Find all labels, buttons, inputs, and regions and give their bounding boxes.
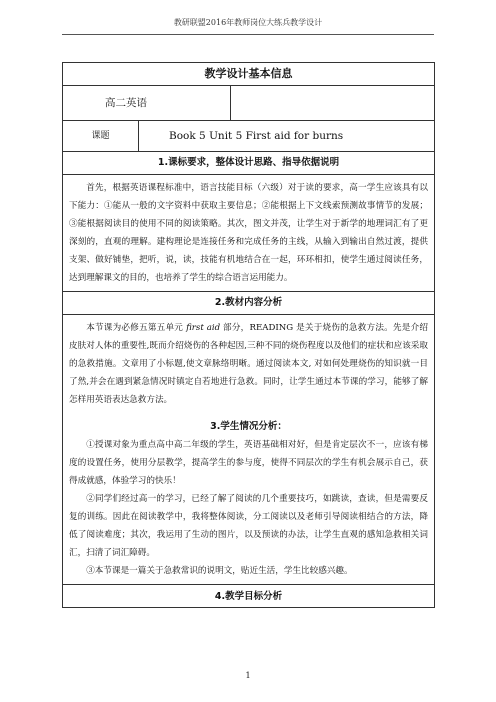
section-1-heading-row: [63, 152, 435, 175]
page-number: 1: [245, 671, 251, 680]
page-header: 教研联盟2016年教师岗位大练兵教学设计: [173, 18, 323, 27]
section-1-body: [63, 175, 435, 292]
section-1-paragraph: 首先，根据英语课程标准中，语言技能目标（六级）对于读的要求，高一学生应该具有以下能力：①能从一般的文字资料中获取主要信息；②能根据上下文线索预测故事情节的发展；③能根据阅读目的使用不同的阅读策略。其次，图文并茂，让学生对于新学的地理词汇有了更深刻的，直观的理解。建构理论是连接任务和完成任务的主线，从输入到输出自然过渡，提供支架、做好铺垫，把听，说，读，技能有机地结合在一起，环环相扣，使学生通过阅读任务，达到理解课文的目的，也培养了学生的综合语言运用能力。: [69, 183, 429, 283]
table-title: 教学设计基本信息: [63, 63, 435, 86]
topic-value: Book 5 Unit 5 First aid for burns: [139, 121, 435, 152]
grade-row: [63, 86, 435, 121]
section-3-heading: 3.学生情况分析：: [210, 421, 287, 432]
student-analysis-item-2: ②同学们经过高一的学习，已经了解了阅读的几个重要技巧，如跳读，查读，但是需要反复的训练。因此在阅读教学中，我将整体阅读，分工阅读以及老师引导阅读相结合的方法，降低了阅读难度；其次，我运用了生动的图片，以及预读的办法，让学生直观的感知急救相关词汇，扫清了词汇障碍。: [69, 494, 429, 559]
topic-row: [63, 121, 435, 152]
section-2-body: [63, 315, 435, 585]
grade-empty-cell: [231, 86, 435, 121]
student-analysis-item-3: ③本节课是一篇关于急救常识的说明文，贴近生活，学生比较感兴趣。: [86, 566, 353, 577]
section-2-body-row: [63, 315, 435, 585]
student-analysis-item-1: ①授课对象为重点高中高二年级的学生，英语基础相对好，但是肯定层次不一，应该有梯度的设置任务，使用分层教学，提高学生的参与度，使得不同层次的学生有机会展示自己，获得成就感，体验学习的快乐！: [69, 440, 429, 487]
section-2-italic: first aid: [186, 323, 221, 333]
section-2-prefix: 本节课为必修五第五单元: [86, 323, 187, 333]
lesson-design-table: [62, 62, 435, 608]
header-rule: [62, 34, 434, 35]
section-2-heading-row: [63, 292, 435, 315]
section-1-body-row: [63, 175, 435, 292]
section-4-heading: 4.教学目标分析: [63, 585, 435, 608]
grade-cell: 高二英语: [63, 86, 231, 121]
section-2-paragraph: [69, 319, 428, 409]
section-4-heading-row: [63, 585, 435, 608]
section-2-suffix: 部分，READING 是关于烧伤的急救方法。先是介绍皮肤对人体的重要性,既而介绍烧伤的各种起因,三种不同的烧伤程度以及他们的症状和应该采取的急救措施。文章用了小标题,使文章脉络明晰。通过阅读本文, 对如何处理烧伤的知识就一目了然,并会在遇到紧急情况时镇定自若地进行急救。同时，让学生通过本节课的学习，能够了解怎样用英语表达急救方法。: [69, 323, 429, 405]
table-title-row: [63, 63, 435, 86]
section-1-heading: 1.课标要求，整体设计思路、指导依据说明: [63, 152, 435, 175]
topic-label: 课题: [63, 121, 139, 152]
section-2-heading: 2.教材内容分析: [63, 292, 435, 315]
